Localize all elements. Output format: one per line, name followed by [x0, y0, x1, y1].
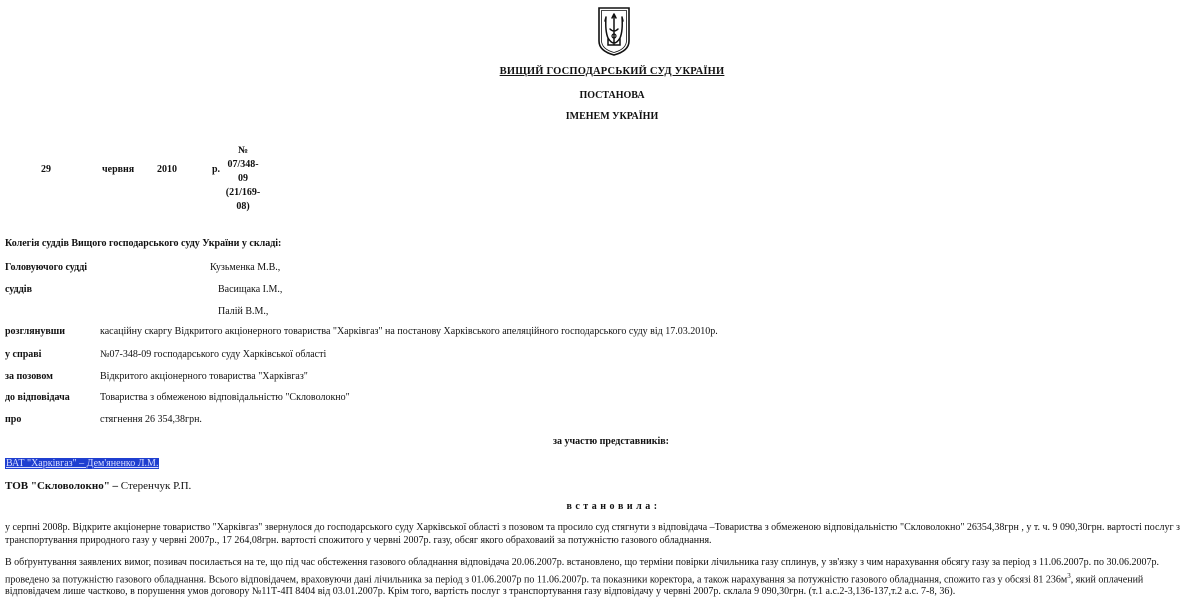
field-value: Відкритого акціонерного товариства "Харківгаз" [100, 371, 308, 382]
field-value: стягнення 26 354,38грн. [100, 414, 202, 425]
paragraph-text: проведено за потужністю газового обладнання. Всього відповідачем, враховуючи дані лічильника за період з 01.06.2007р по 11.06.2007р. та показники коректора, а також нарахування за потужністю газового обладнання, спожито газ у обсязі 81 236м [5, 574, 1068, 586]
superscript: 3 [1067, 572, 1071, 580]
paragraph-line: відповідачем лише частково, в порушення умов договору №11Т-4П 8404 від 03.01.2007р. Крім того, вартість послуг з транспортування газу відповідачу у червні 2007р. склала 9 090,30грн. (т.1 а.с.2-3,136-137,т.2 а.с. 7-8, 36). [5, 586, 956, 597]
selected-representative-line[interactable] [5, 458, 159, 469]
field-value: касаційну скаргу Відкритого акціонерного товариства "Харківгаз" на постанову Харківського апеляційного господарського суду від 17.03.2010р. [100, 326, 718, 337]
representatives-heading: за участю представників: [553, 436, 670, 447]
paragraph-line [5, 572, 1143, 585]
presiding-judge-name: Кузьменка М.В., [210, 262, 281, 273]
paragraph-line: транспортування природного газу у червні 2007р., 17 264,08грн. вартості спожитого у червні 2007р. газу, обсяг якого обраховаий за потужністю газового обладнання. [5, 535, 712, 546]
in-the-name-of: ІМЕНЕМ УКРАЇНИ [565, 111, 659, 122]
field-label: у справі [5, 349, 42, 360]
case-number-line: 09 [238, 173, 248, 184]
paragraph-line: у серпні 2008р. Відкрите акціонерне товариство "Харківгаз" звернулося до господарського суду Харківської області з позовом та просило суд стягнути з відповідача –Товариства з обмеженою відповідальністю "Скловолокно" 26354,38грн , у т. ч. 9 090,30грн. вартості послуг з [5, 522, 1180, 533]
panel-intro: Колегія суддів Вищого господарського суду України у складі: [5, 238, 282, 249]
presiding-judge-label: Головуючого судді [5, 262, 88, 273]
established-heading: в с т а н о в и л а : [566, 501, 658, 512]
representative-plaintiff[interactable]: ВАТ "Харківгаз" – Дем'яненко Л.М. [6, 458, 159, 469]
case-number-line: № [237, 145, 249, 156]
case-number-line: 07/348- [227, 159, 259, 170]
judge-name-1: Васищака І.М., [218, 284, 283, 295]
judge-name-2: Палій В.М., [218, 306, 269, 317]
court-name: ВИЩИЙ ГОСПОДАРСЬКИЙ СУД УКРАЇНИ [499, 66, 725, 77]
field-label: про [5, 414, 22, 425]
case-number [222, 144, 264, 214]
field-value: Товариства з обмеженою відповідальністю "Скловолокно" [100, 392, 350, 403]
representative-defendant [5, 480, 191, 492]
date-year: 2010 [157, 164, 177, 175]
field-label: за позовом [5, 371, 53, 382]
date-month: червня [102, 164, 135, 175]
case-number-line: 08) [236, 201, 250, 212]
representative-defendant-company: ТОВ "Скловолокно" – [5, 480, 119, 492]
case-number-line: (21/169- [225, 187, 261, 198]
representative-defendant-person: Стеренчук Р.П. [120, 480, 192, 492]
date-day: 29 [41, 164, 51, 175]
field-label: до відповідача [5, 392, 70, 403]
paragraph-line: В обґрунтування заявлених вимог, позивач посилається на те, що під час обстеження газового обладнання відповідача 20.06.2007р. встановлено, що терміни повірки лічильника газу сплинув, у зв'язку з чим нарахування обсягу газу за період з 11.06.2007р. по 30.06.2007р. [5, 557, 1160, 568]
paragraph-tail: , який оплачений [1070, 574, 1144, 586]
judges-label: суддів [5, 284, 32, 295]
coat-of-arms-icon [596, 5, 632, 57]
field-label: розглянувши [5, 326, 65, 337]
date-year-suffix: р. [212, 164, 221, 175]
field-value: №07-348-09 господарського суду Харківської області [100, 349, 327, 360]
document-type: ПОСТАНОВА [579, 90, 645, 101]
